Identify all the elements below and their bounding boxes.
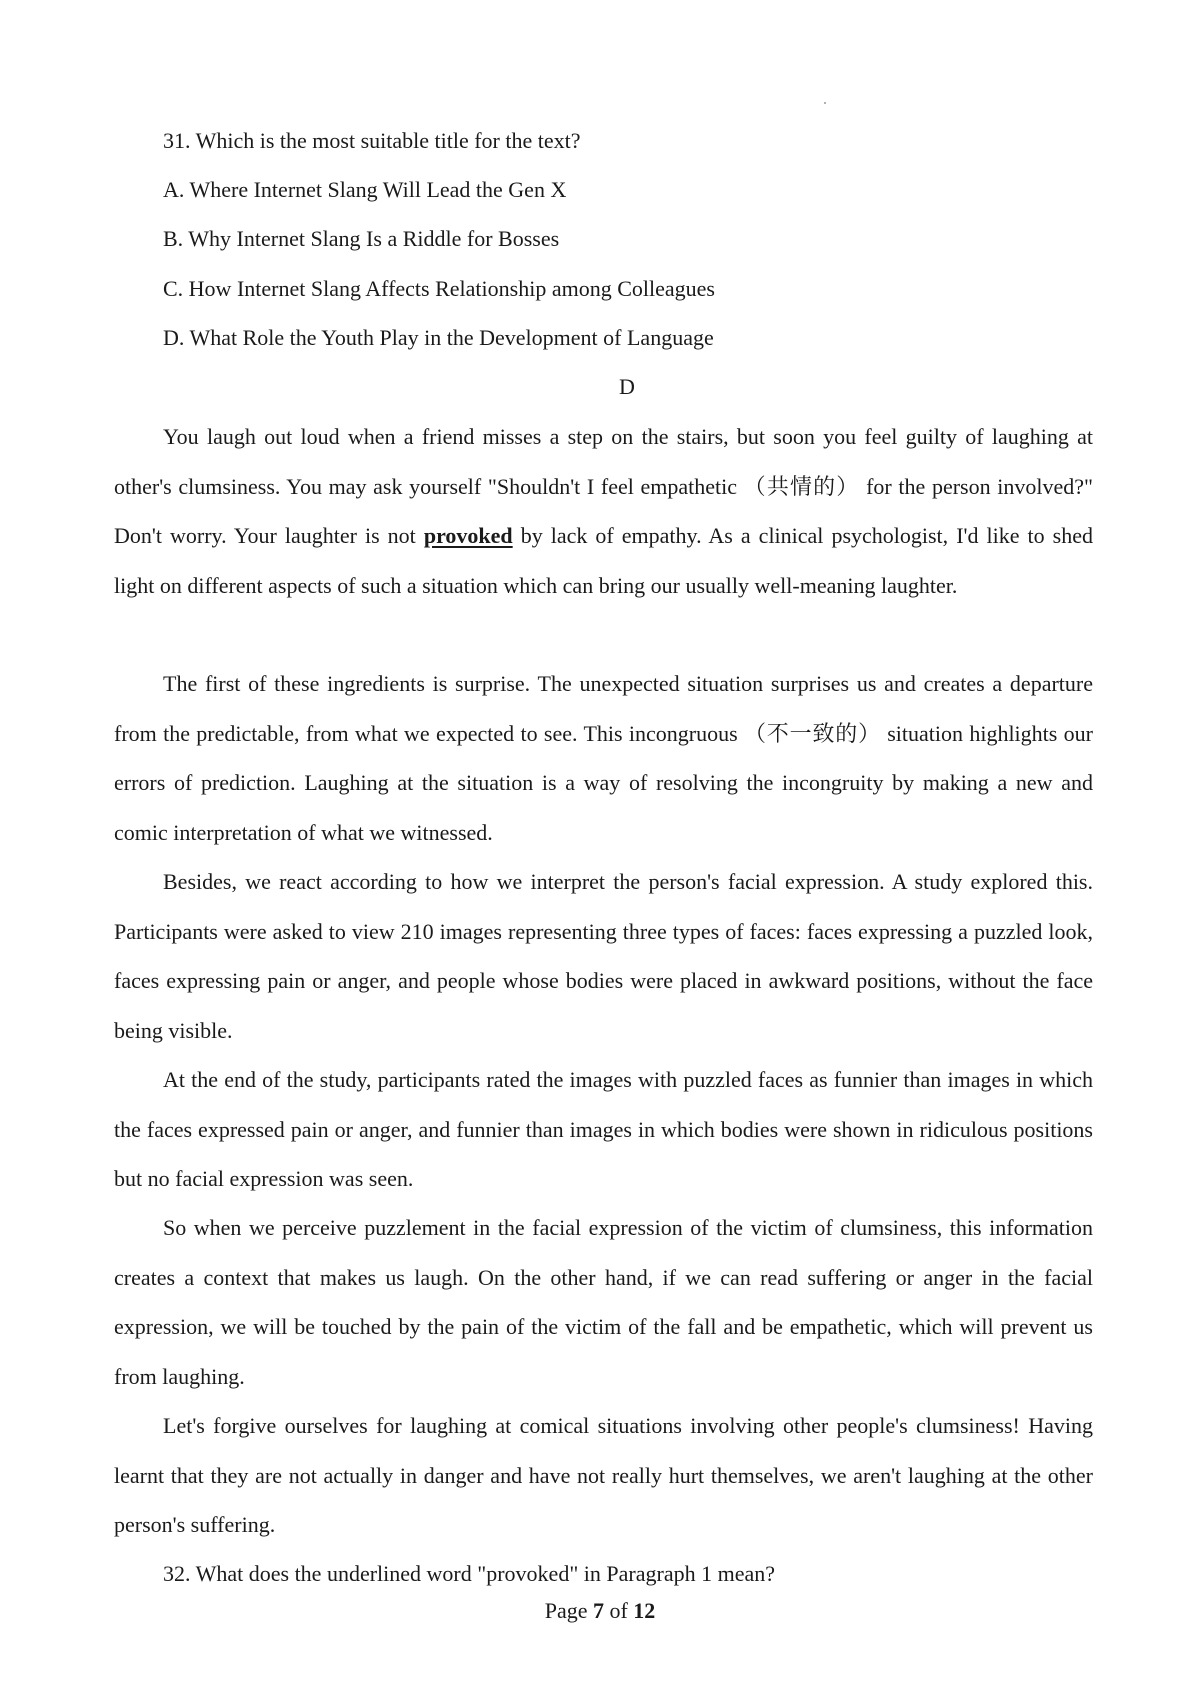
paragraph-2	[114, 659, 1093, 858]
paragraph-2-text: The first of these ingredients is surprise. The unexpected situation surprises us and creates a departure from the predictable, from what we expected to see. This incongruous （不一致的） situation highlights our errors of prediction. Laughing at the situation is a way of resolving the incongruity by making a new and comic interpretation of what we witnessed.	[114, 671, 1093, 846]
page-footer	[0, 1598, 1200, 1624]
page-total: 12	[633, 1598, 656, 1623]
paragraph-6-text: Let's forgive ourselves for laughing at comical situations involving other people's clumsiness! Having learnt that they are not actually in danger and have not really hurt themselves, we aren't laughing at the other person's suffering.	[114, 1413, 1093, 1538]
option-c: C. How Internet Slang Affects Relationship among Colleagues	[163, 276, 715, 301]
paragraph-1-end: by lack of empathy. As a clinical psychologist, I'd like to shed light on different aspects of such a situation which can bring our usually well-meaning laughter.	[114, 523, 1094, 599]
paragraph-1	[114, 412, 1093, 611]
option-a: A. Where Internet Slang Will Lead the Gen X	[163, 177, 567, 202]
page-number: 7	[592, 1598, 604, 1623]
paragraph-3	[114, 857, 1093, 1056]
scan-speck	[824, 102, 826, 104]
paragraph-5-text: So when we perceive puzzlement in the facial expression of the victim of clumsiness, this information creates a context that makes us laugh. On the other hand, if we can read suffering or anger in the facial expression, we will be touched by the pain of the victim of the fall and be empathetic, which will prevent us from laughing.	[114, 1215, 1093, 1390]
option-d: D. What Role the Youth Play in the Development of Language	[163, 325, 714, 350]
paragraph-3-text: Besides, we react according to how we interpret the person's facial expression. A study explored this. Participants were asked to view 210 images representing three types of faces: faces expressing a puzzled look, faces expressing pain or anger, and people whose bodies were placed in awkward positions, without the face being visible.	[114, 869, 1093, 1044]
paragraph-4-text: At the end of the study, participants rated the images with puzzled faces as funnier than images in which the faces expressed pain or anger, and funnier than images in which bodies were shown in ridiculous positions but no facial expression was seen.	[114, 1067, 1093, 1192]
section-letter: D	[619, 374, 635, 399]
paragraph-5	[114, 1203, 1093, 1402]
paragraph-1-start: You laugh out loud when a friend misses a step on the stairs, but soon you feel guilty of laughing at other's clumsiness. You may ask yourself "Shouldn't I feel empathetic （共情的） for the person involved?" Don't worry. Your laughter is not	[114, 424, 1093, 549]
of-label: of	[609, 1598, 628, 1623]
page-label: Page	[544, 1598, 588, 1623]
paragraph-4	[114, 1055, 1093, 1204]
underlined-word: provoked	[423, 523, 513, 549]
question-32: 32. What does the underlined word "provoked" in Paragraph 1 mean?	[163, 1561, 775, 1586]
option-b: B. Why Internet Slang Is a Riddle for Bosses	[163, 226, 560, 251]
paragraph-6	[114, 1401, 1093, 1550]
question-31: 31. Which is the most suitable title for the text?	[163, 128, 581, 153]
